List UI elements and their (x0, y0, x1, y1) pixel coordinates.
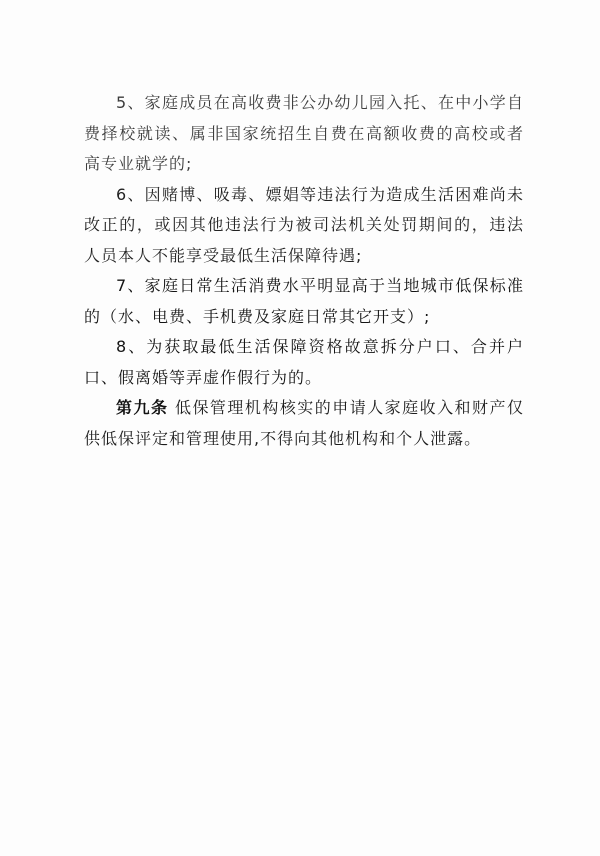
article-nine-label: 第九条 (116, 398, 169, 417)
list-item-8: 8、为获取最低生活保障资格故意拆分户口、合并户口、假离婚等弄虚作假行为的。 (84, 337, 524, 387)
list-item-7: 7、家庭日常生活消费水平明显高于当地城市低保标准的（水、电费、手机费及家庭日常其它开支）; (84, 276, 524, 326)
article-nine (84, 393, 524, 454)
article-nine-text: 低保管理机构核实的申请人家庭收入和财产仅供低保评定和管理使用,不得向其他机构和个人泄露。 (84, 398, 524, 448)
list-item-6: 6、因赌博、吸毒、嫖娼等违法行为造成生活困难尚未改正的，或因其他违法行为被司法机关处罚期间的，违法人员本人不能享受最低生活保障待遇; (84, 184, 524, 265)
document-body (84, 88, 524, 454)
list-item-5: 5、家庭成员在高收费非公办幼儿园入托、在中小学自费择校就读、属非国家统招生自费在高额收费的高校或者高专业就学的; (84, 93, 524, 173)
